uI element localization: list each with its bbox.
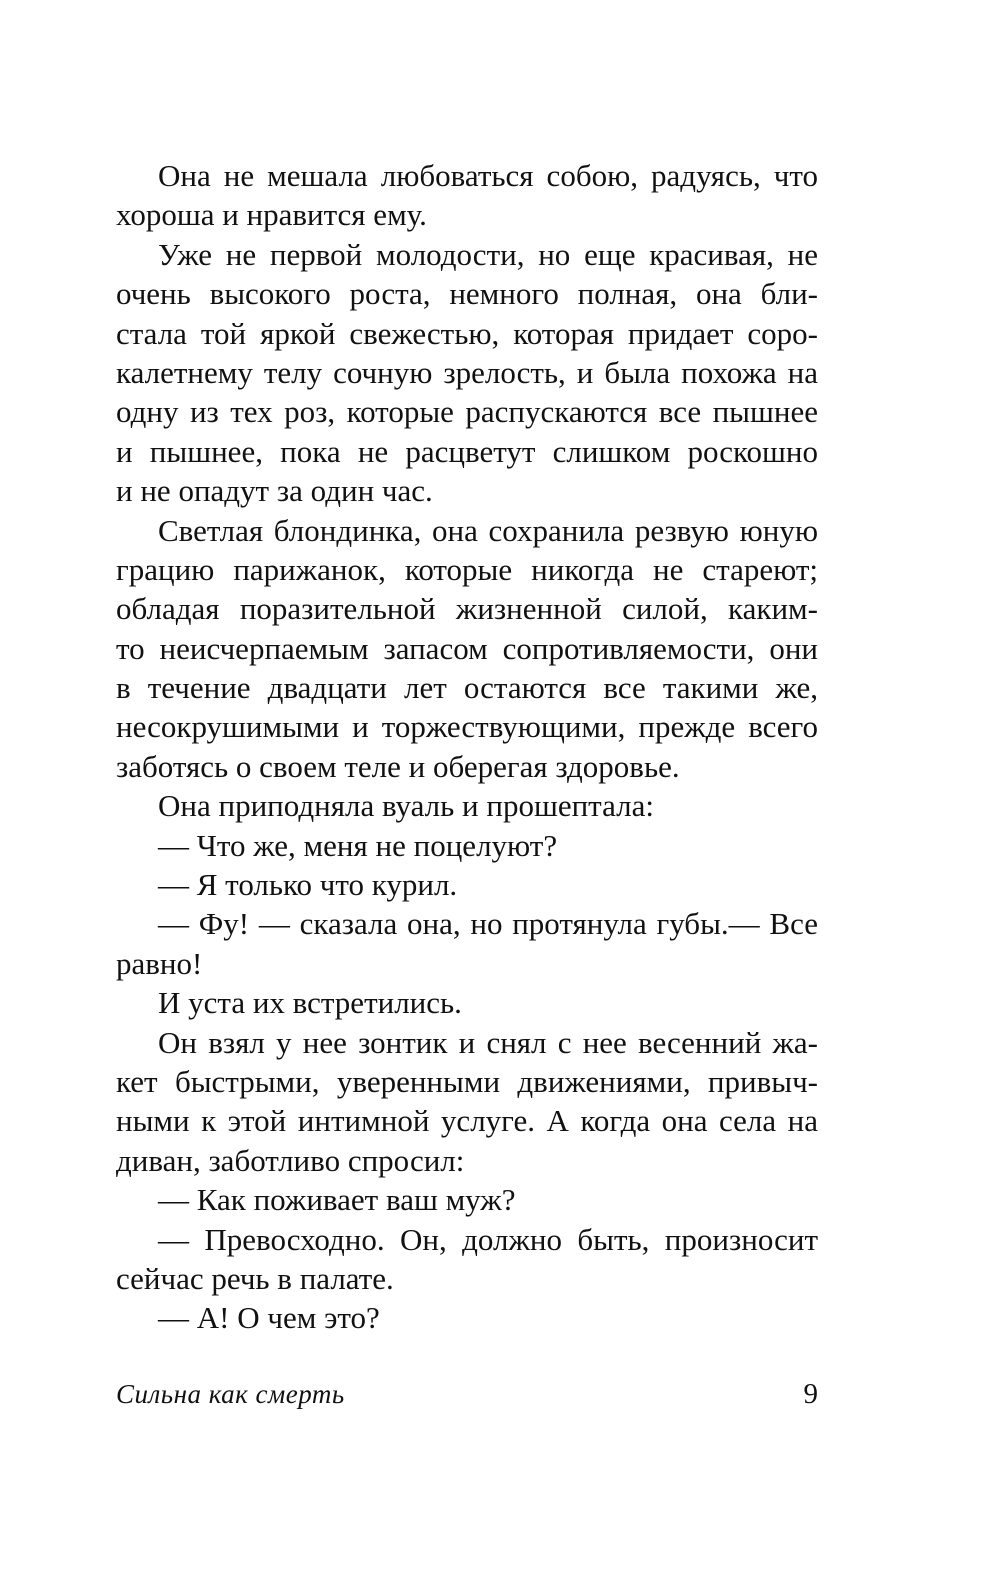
text-line: заботясь о своем теле и оберегая здоровье. bbox=[116, 748, 680, 784]
text-line: — Как поживает ваш муж? bbox=[158, 1182, 516, 1218]
text-line: диван, заботливо спросил: bbox=[116, 1142, 465, 1178]
text-line: сейчас речь в палате. bbox=[116, 1260, 394, 1296]
text-line: и не опадут за один час. bbox=[116, 473, 433, 509]
running-title: Сильна как смерть bbox=[116, 1379, 345, 1409]
text-line: очень высокого роста, немного полная, она бли- bbox=[116, 276, 818, 312]
text-line: Уже не первой молодости, но еще красивая, не bbox=[158, 236, 818, 272]
text-line: и пышнее, пока не расцветут слишком роскошно bbox=[116, 433, 818, 469]
text-line: хороша и нравится ему. bbox=[116, 197, 427, 233]
text-line: Она приподняла вуаль и прошептала: bbox=[158, 788, 654, 824]
text-line: калетнему телу сочную зрелость, и была похожа на bbox=[116, 354, 818, 390]
text-line: равно! bbox=[116, 945, 203, 981]
text-line: И уста их встретились. bbox=[158, 985, 462, 1021]
text-line: несокрушимыми и торжествующими, прежде всего bbox=[116, 709, 818, 745]
text-line: в течение двадцати лет остаются все такими же, bbox=[116, 670, 818, 706]
text-line: — Что же, меня не поцелуют? bbox=[158, 827, 558, 863]
text-line: кет быстрыми, уверенными движениями, привыч- bbox=[116, 1063, 818, 1099]
text-line: грацию парижанок, которые никогда не стареют; bbox=[116, 551, 818, 587]
text-line: — А! О чем это? bbox=[158, 1300, 380, 1336]
text-line: — Фу! — сказала она, но протянула губы.— Все bbox=[158, 906, 818, 942]
text-line: — Превосходно. Он, должно быть, произносит bbox=[158, 1221, 818, 1257]
text-line: Она не мешала любоваться собою, радуясь, что bbox=[158, 158, 818, 193]
page-number: 9 bbox=[803, 1378, 818, 1410]
text-line: одну из тех роз, которые распускаются все пышнее bbox=[116, 394, 818, 430]
text-line: стала той яркой свежестью, которая придает соро- bbox=[116, 315, 818, 351]
text-line: ными к этой интимной услуге. А когда она села на bbox=[116, 1103, 818, 1139]
text-line: то неисчерпаемым запасом сопротивляемости, они bbox=[116, 630, 818, 666]
text-line: Светлая блондинка, она сохранила резвую юную bbox=[158, 512, 818, 548]
body-text bbox=[116, 156, 818, 1338]
text-line: — Я только что курил. bbox=[158, 867, 458, 903]
text-line: обладая поразительной жизненной силой, каким- bbox=[116, 591, 818, 627]
text-line: Он взял у нее зонтик и снял с нее весенний жа- bbox=[158, 1024, 818, 1060]
page-footer bbox=[116, 1374, 818, 1414]
